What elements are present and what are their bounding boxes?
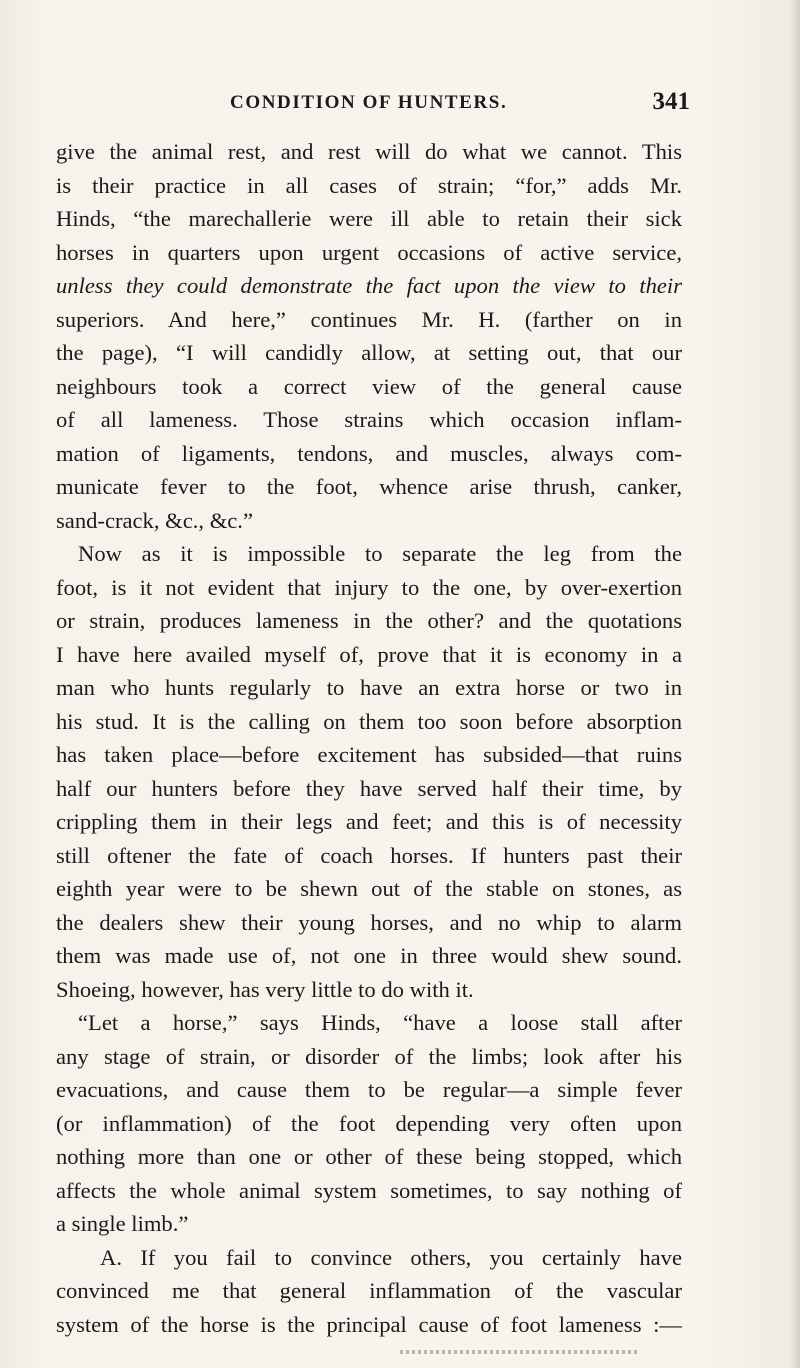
text-line: Shoeing, however, has very little to do with it. xyxy=(56,976,474,1002)
text-line: mation of ligaments, tendons, and muscles, always com- xyxy=(56,440,682,466)
text-line: neighbours took a correct view of the general cause xyxy=(56,373,682,399)
text-line: sand-crack, &c., &c.” xyxy=(56,507,253,533)
text-line: Hinds, “the marechallerie were ill able to retain their sick xyxy=(56,206,682,231)
text-line: system of the horse is the principal cause of foot lameness :— xyxy=(56,1311,682,1337)
text-line: foot, is it not evident that injury to the one, by over-exertion xyxy=(56,574,682,600)
text-line: convinced me that general inflammation of the vascular xyxy=(56,1278,682,1303)
text-line: has taken place—before excitement has subsided—that ruins xyxy=(56,742,682,767)
text-line: half our hunters before they have served half their time, by xyxy=(56,775,682,801)
text-line: a single limb.” xyxy=(56,1211,189,1236)
text-line: nothing more than one or other of these being stopped, which xyxy=(56,1144,682,1169)
text-line: unless they could demonstrate the fact upon the view to their xyxy=(56,273,682,298)
text-line: (or inflammation) of the foot depending very often upon xyxy=(56,1110,682,1136)
text-line: the page), “I will candidly allow, at setting out, that our xyxy=(56,340,682,365)
text-line: the dealers shew their young horses, and no whip to alarm xyxy=(56,909,682,935)
text-line: affects the whole animal system sometimes, to say nothing of xyxy=(56,1177,682,1203)
page-edge-shadow xyxy=(790,0,800,1368)
print-smudge xyxy=(400,1350,640,1354)
text-line: or strain, produces lameness in the other? and the quotations xyxy=(56,608,682,633)
text-line: eighth year were to be shewn out of the stable on stones, as xyxy=(56,876,682,901)
text-line: evacuations, and cause them to be regular—a simple fever xyxy=(56,1077,682,1102)
text-line: horses in quarters upon urgent occasions of active service, xyxy=(56,239,682,265)
text-line: is their practice in all cases of strain; “for,” adds Mr. xyxy=(56,172,682,198)
running-head: CONDITION OF HUNTERS. xyxy=(230,92,508,113)
text-line: I have here availed myself of, prove that it is economy in a xyxy=(56,641,682,667)
text-line: “Let a horse,” says Hinds, “have a loose stall after xyxy=(78,1010,682,1035)
text-line: them was made use of, not one in three would shew sound. xyxy=(56,943,682,968)
text-line: A. If you fail to convince others, you certainly have xyxy=(100,1244,682,1270)
text-line: still oftener the fate of coach horses. If hunters past their xyxy=(56,842,682,868)
body-text xyxy=(56,135,682,1341)
text-line: give the animal rest, and rest will do what we cannot. This xyxy=(56,139,682,164)
text-line: crippling them in their legs and feet; and this is of necessity xyxy=(56,809,682,834)
text-line: superiors. And here,” continues Mr. H. (farther on in xyxy=(56,306,682,332)
page-number: 341 xyxy=(652,88,690,115)
text-line: his stud. It is the calling on them too soon before absorption xyxy=(56,708,682,734)
text-line: man who hunts regularly to have an extra horse or two in xyxy=(56,675,682,700)
page-header xyxy=(230,88,690,118)
text-line: Now as it is impossible to separate the leg from the xyxy=(78,541,682,566)
text-line: of all lameness. Those strains which occasion inflam- xyxy=(56,407,682,432)
text-line: municate fever to the foot, whence arise thrush, canker, xyxy=(56,474,682,499)
text-line: any stage of strain, or disorder of the limbs; look after his xyxy=(56,1043,682,1069)
